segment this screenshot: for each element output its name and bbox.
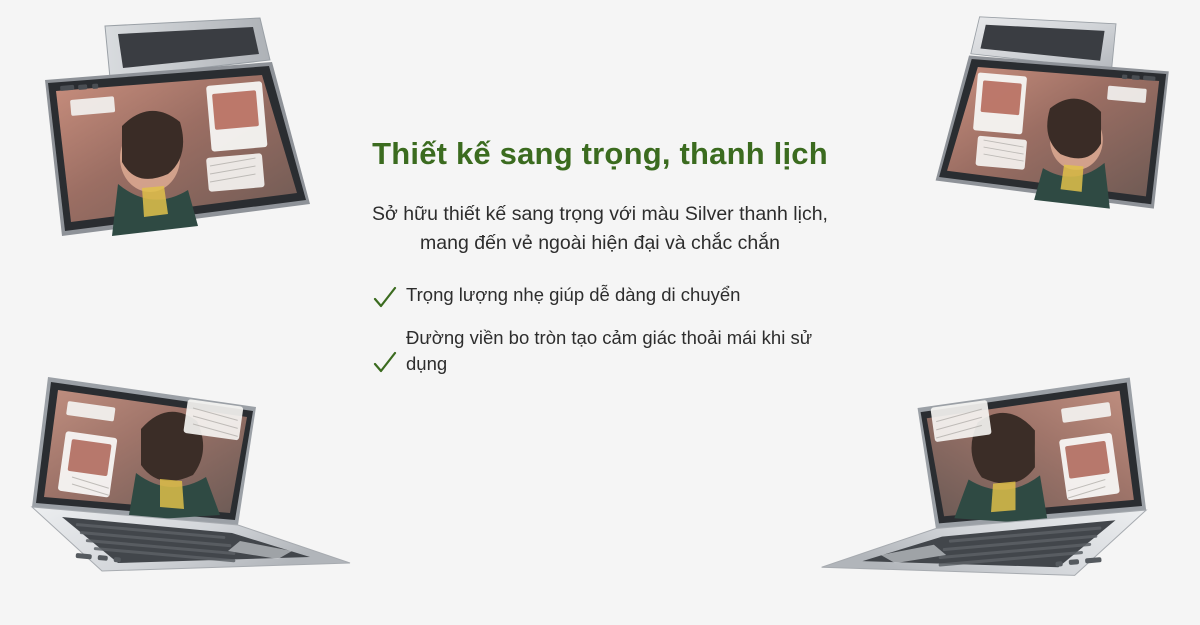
laptop-screen-bottom-right [918, 377, 1147, 528]
feature-text-2 [406, 325, 842, 378]
feature-text-2-line-1: Đường viền bo tròn tạo cảm giác thoải [406, 326, 722, 348]
laptop-screen-top-left [45, 62, 310, 236]
laptop-screen-top-right [936, 56, 1169, 209]
check-icon [372, 351, 398, 377]
marketing-copy-block [300, 135, 900, 393]
list-item [372, 325, 842, 378]
list-item [372, 282, 842, 308]
feature-text-2-line-2: mái khi sử dụng [406, 326, 813, 374]
laptop-screen-bottom-left [32, 377, 256, 525]
subheadline-line-2: mang đến vẻ ngoài hiện đại và chắc chắn [420, 232, 780, 254]
subheadline [300, 200, 900, 259]
feature-text-1: Trọng lượng nhẹ giúp dễ dàng di chuyển [406, 284, 741, 306]
subheadline-line-1: Sở hữu thiết kế sang trọng với màu Silver thanh lịch, [372, 202, 828, 225]
check-icon [372, 286, 398, 312]
page-title: Thiết kế sang trọng, thanh lịch [372, 136, 828, 171]
feature-list [372, 282, 842, 377]
